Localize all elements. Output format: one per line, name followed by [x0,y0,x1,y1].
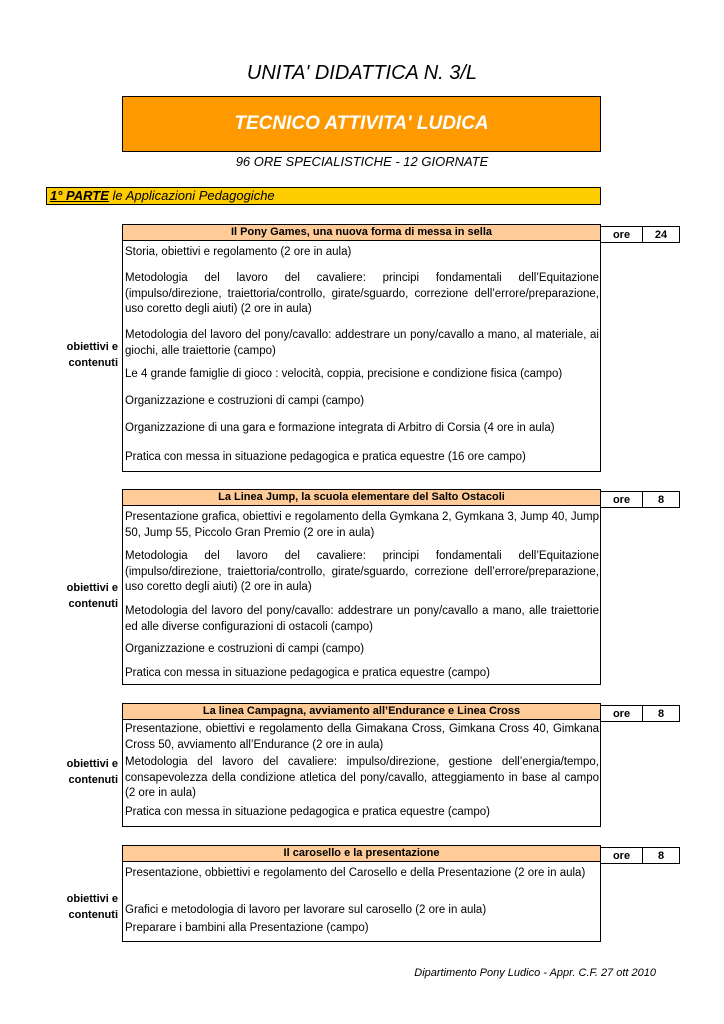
part-label: 1° PARTE [50,188,109,203]
list-item: Organizzazione e costruzioni di campi (campo) [125,643,365,655]
ore-value: 8 [643,847,680,864]
section-linea-jump [0,489,724,689]
section-carosello [0,845,724,945]
section-title: La Linea Jump, la scuola elementare del Salto Ostacoli [122,489,601,506]
list-item: Pratica con messa in situazione pedagogica e pratica equestre (campo) [125,806,491,818]
page-title: UNITA' DIDATTICA N. 3/L [246,62,478,84]
side-label-line-2: contenuti [68,909,118,921]
ore-value: 8 [643,491,680,508]
content-box [122,241,601,472]
list-item: Grafici e metodologia di lavoro per lavorare sul carosello (2 ore in aula) [125,904,487,916]
ore-label: ore [601,491,643,508]
part-title: le Applicazioni Pedagogiche [108,188,275,203]
list-item: Metodologia del lavoro del cavaliere: principi fondamentali dell’Equitazione (impulso/direzione, traiettoria/controllo, girate/sguardo, correzione dell’errore/preparazione, uso coretto degli aiuti) (2 ore in aula) [125,272,599,315]
section-title: Il Pony Games, una nuova forma di messa in sella [122,224,601,241]
content-box [122,862,601,942]
ore-value: 8 [643,705,680,722]
course-banner-text: TECNICO ATTIVITA' LUDICA [234,113,489,134]
ore-label: ore [601,226,643,243]
ore-label: ore [601,705,643,722]
side-label-line-1: obiettivi e [66,582,118,594]
section-title: Il carosello e la presentazione [122,845,601,862]
ore-value: 24 [643,226,680,243]
list-item: Storia, obiettivi e regolamento (2 ore in aula) [125,246,352,258]
page-footer: Dipartimento Pony Ludico - Appr. C.F. 27 ott 2010 [414,967,656,979]
list-item: Metodologia del lavoro del cavaliere: impulso/direzione, gestione dell’energia/tempo, consapevolezza della condizione atletica del pony/cavallo, atteggiamento in base al campo (2 ore in aula) [125,756,599,799]
list-item: Metodologia del lavoro del cavaliere: principi fondamentali dell’Equitazione (impulso/direzione, traiettoria/controllo, girate/sguardo, correzione dell’errore/preparazione, uso coretto degli aiuti) (2 ore in aula) [125,550,599,593]
section-linea-campagna [0,703,724,829]
list-item: Presentazione, obiettivi e regolamento della Gimakana Cross, Gimkana Cross 40, Gimkana Cross 50, avviamento all’Endurance (2 ore in aula) [125,723,599,751]
list-item: Organizzazione di una gara e formazione integrata di Arbitro di Corsia (4 ore in aula) [125,422,555,434]
course-banner [122,96,601,152]
content-box [122,506,601,685]
side-label [46,891,118,923]
list-item: Le 4 grande famiglie di gioco : velocità, coppia, precisione e condizione fisica (campo) [125,368,563,380]
list-item: Presentazione grafica, obiettivi e regolamento della Gymkana 2, Gymkana 3, Jump 40, Jump 50, Jump 55, Piccolo Gran Premio (2 ore in aula) [125,511,599,539]
list-item: Metodologia del lavoro del pony/cavallo: addestrare un pony/cavallo a mano, alle traiettorie ed alle diverse configurazioni di ostacoli (campo) [125,605,599,633]
list-item: Preparare i bambini alla Presentazione (campo) [125,922,369,934]
section-pony-games [0,224,724,474]
side-label-line-1: obiettivi e [66,758,118,770]
list-item: Metodologia del lavoro del pony/cavallo: addestrare un pony/cavallo a mano, al materiale, ai giochi, alle traiettorie (campo) [125,329,599,357]
content-box [122,720,601,827]
list-item: Pratica con messa in situazione pedagogica e pratica equestre (16 ore campo) [125,451,526,463]
side-label [46,756,118,788]
side-label [46,339,118,371]
side-label [46,580,118,612]
side-label-line-1: obiettivi e [66,341,118,353]
side-label-line-1: obiettivi e [66,893,118,905]
list-item: Organizzazione e costruzioni di campi (campo) [125,395,365,407]
course-subtitle: 96 ORE SPECIALISTICHE - 12 GIORNATE [235,154,489,169]
part-bar [46,187,601,205]
list-item: Presentazione, obbiettivi e regolamento del Carosello e della Presentazione (2 ore in aula) [125,867,586,879]
side-label-line-2: contenuti [68,774,118,786]
list-item: Pratica con messa in situazione pedagogica e pratica equestre (campo) [125,667,491,679]
section-title: La linea Campagna, avviamento all’Endurance e Linea Cross [122,703,601,720]
side-label-line-2: contenuti [68,357,118,369]
side-label-line-2: contenuti [68,598,118,610]
ore-label: ore [601,847,643,864]
